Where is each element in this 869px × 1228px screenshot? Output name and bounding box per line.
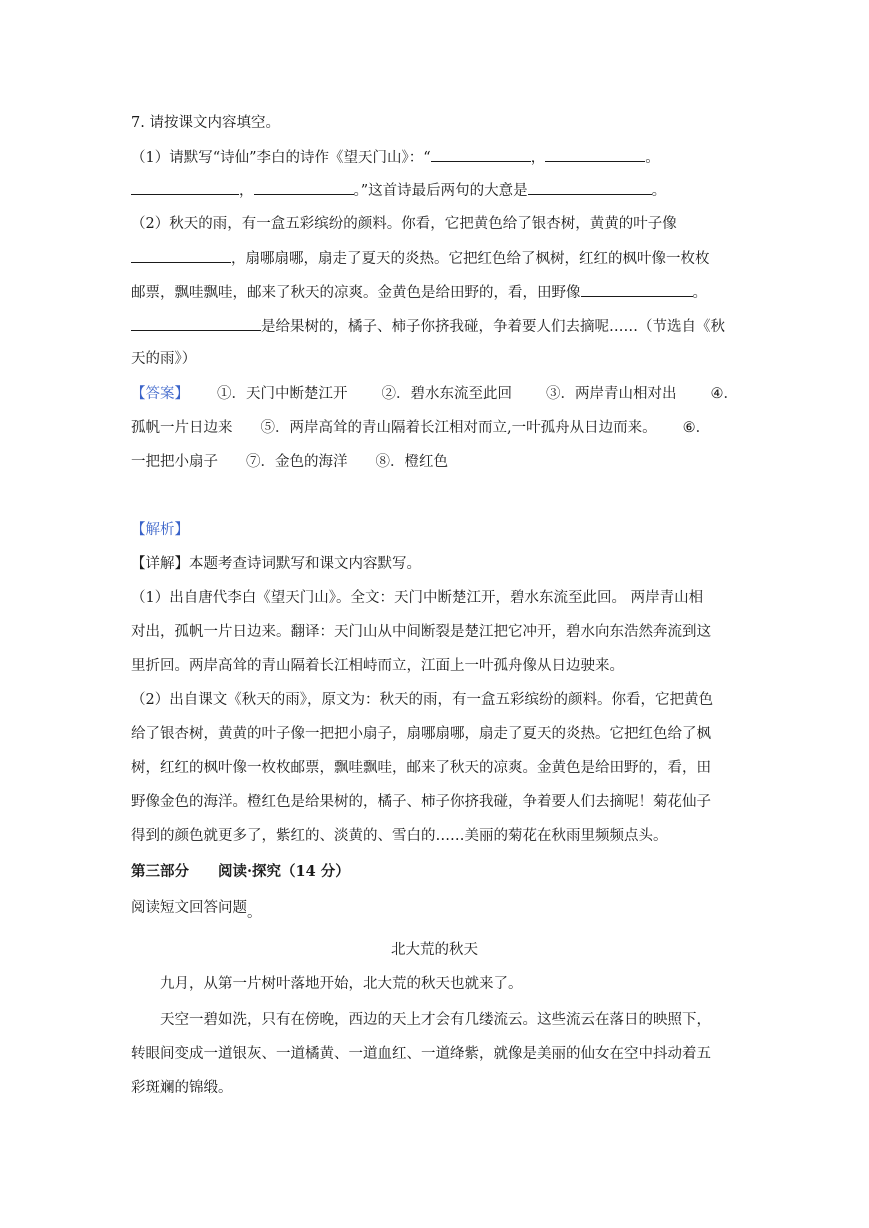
answer-8: ⑧．橙红色 (375, 454, 448, 470)
answer-5: ⑤．两岸高耸的青山隔着长江相对而立,一叶孤舟从日边而来。 (260, 420, 657, 436)
period: 。 (247, 905, 262, 921)
passage-title: 北大荒的秋天 (391, 942, 478, 958)
answer-line3 (131, 452, 448, 472)
analysis-line: 得到的颜色就更多了，紫红的、淡黄的、雪白的……美丽的菊花在秋雨里频频点头。 (131, 828, 668, 844)
answer-2: ②．碧水东流至此回 (381, 386, 512, 402)
part2-text: ，扇哪扇哪，扇走了夏天的炎热。它把红色给了枫树，红红的枫叶像一枚枚 (231, 251, 710, 267)
answer-3: ③．两岸青山相对出 (546, 386, 677, 402)
fill-blank-7[interactable] (581, 282, 693, 297)
part3-heading: 第三部分 阅读·探究（14 分） (131, 863, 350, 880)
passage-paragraph-2-line3: 彩斑斓的锦缎。 (131, 1080, 233, 1096)
part1-meaning-prompt: 。”这首诗最后两句的大意是 (353, 183, 528, 199)
answer-label: 【答案】 (131, 386, 189, 402)
instruction-text: 阅读短文回答问题 (131, 900, 247, 916)
answer-line2 (131, 418, 710, 438)
period: 。 (692, 285, 707, 301)
question-7-part2-line4 (131, 316, 725, 337)
analysis-line: 野像金色的海洋。橙红色是给果树的，橘子、柿子你挤我碰，争着要人们去摘呢！菊花仙子 (131, 794, 711, 810)
fill-blank-5[interactable] (528, 180, 652, 195)
analysis-line: 给了银杏树，黄黄的叶子像一把把小扇子，扇哪扇哪，扇走了夏天的炎热。它把红色给了枫 (131, 726, 711, 742)
question-7-part2-line2 (131, 248, 710, 269)
answer-6-marker: ⑥． (682, 420, 711, 436)
analysis-line: 对出，孤帆一片日边来。翻译：天门山从中间断裂是楚江把它冲开，碧水向东浩然奔流到这 (131, 624, 711, 640)
comma: ， (530, 150, 546, 166)
period: 。 (651, 183, 667, 199)
analysis-label: 【解析】 (131, 522, 189, 538)
fill-blank-1[interactable] (431, 147, 531, 162)
part2-text: 是给果树的，橘子、柿子你挤我碰，争着要人们去摘呢……（节选自《秋 (261, 319, 725, 335)
question-7-title: 7. 请按课文内容填空。 (131, 115, 280, 131)
analysis-line: （2）出自课文《秋天的雨》，原文为：秋天的雨，有一盒五彩缤纷的颜料。你看，它把黄色 (131, 692, 713, 708)
analysis-line: 里折回。两岸高耸的青山隔着长江相峙而立，江面上一叶孤舟像从日边驶来。 (131, 658, 624, 674)
fill-blank-2[interactable] (545, 147, 645, 162)
analysis-line: （1）出自唐代李白《望天门山》。全文：天门中断楚江开，碧水东流至此回。 两岸青山相 (131, 590, 704, 606)
answer-4-marker: ④． (710, 386, 738, 402)
fill-blank-6[interactable] (131, 248, 231, 263)
answer-6: 一把把小扇子 (131, 454, 218, 470)
answer-7: ⑦．金色的海洋 (246, 454, 348, 470)
answer-1: ①．天门中断楚江开 (217, 386, 348, 402)
answer-line1 (131, 384, 738, 404)
part1-prompt: （1）请默写“诗仙”李白的诗作《望天门山》：“ (131, 150, 431, 166)
passage-paragraph-2-line2: 转眼间变成一道银灰、一道橘黄、一道血红、一道绛紫，就像是美丽的仙女在空中抖动着五 (131, 1046, 711, 1062)
part2-text: 邮票，飘哇飘哇，邮来了秋天的凉爽。金黄色是给田野的，看，田野像 (131, 285, 581, 301)
fill-blank-3[interactable] (131, 180, 239, 195)
period: 。 (645, 150, 660, 166)
analysis-detail: 【详解】本题考查诗词默写和课文内容默写。 (131, 556, 421, 572)
question-7-part2-line3 (131, 282, 707, 303)
fill-blank-4[interactable] (254, 180, 354, 195)
question-7-part2-line1: （2）秋天的雨，有一盒五彩缤纷的颜料。你看，它把黄色给了银杏树，黄黄的叶子像 (131, 216, 677, 232)
answer-4: 孤帆一片日边来 (131, 420, 233, 436)
comma: ， (239, 183, 254, 199)
fill-blank-8[interactable] (131, 316, 261, 331)
analysis-line: 树，红红的枫叶像一枚枚邮票，飘哇飘哇，邮来了秋天的凉爽。金黄色是给田野的，看，田 (131, 760, 711, 776)
passage-paragraph-2-line1: 天空一碧如洗，只有在傍晚，西边的天上才会有几缕流云。这些流云在落日的映照下， (160, 1012, 711, 1028)
question-7-part2-line5: 天的雨》） (131, 351, 197, 367)
question-7-part1-line2 (131, 180, 666, 201)
passage-paragraph-1: 九月，从第一片树叶落地开始，北大荒的秋天也就来了。 (160, 976, 523, 992)
reading-instruction (131, 898, 262, 921)
question-7-part1-line1 (131, 147, 660, 168)
